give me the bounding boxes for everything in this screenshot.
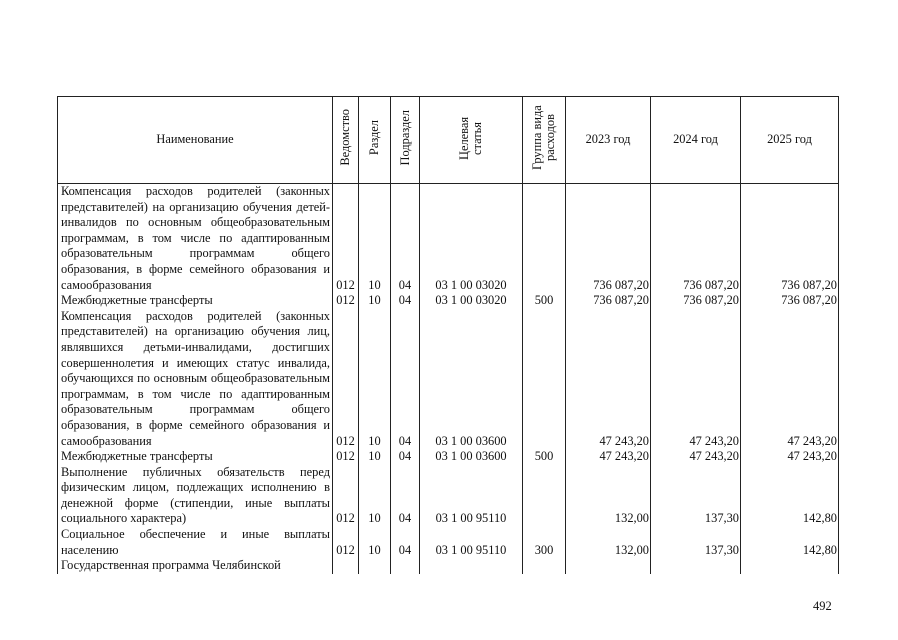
table-row xyxy=(58,465,839,527)
cell-section: 10 xyxy=(359,309,391,449)
cell-y2024: 137,30 xyxy=(651,527,741,558)
cell-department xyxy=(333,558,359,574)
cell-y2025: 142,80 xyxy=(741,465,839,527)
cell-target-article: 03 1 00 95110 xyxy=(420,465,523,527)
table-row xyxy=(58,449,839,465)
header-year-2025: 2025 год xyxy=(741,97,839,184)
table-row xyxy=(58,184,839,294)
cell-target-article: 03 1 00 03600 xyxy=(420,309,523,449)
cell-y2025 xyxy=(741,558,839,574)
table-header-row xyxy=(58,97,839,184)
cell-target-article: 03 1 00 03020 xyxy=(420,293,523,309)
header-year-2023: 2023 год xyxy=(566,97,651,184)
cell-department: 012 xyxy=(333,449,359,465)
cell-section: 10 xyxy=(359,293,391,309)
header-section: Раздел xyxy=(359,97,391,184)
cell-subsection: 04 xyxy=(391,184,420,294)
cell-y2025: 736 087,20 xyxy=(741,293,839,309)
cell-department: 012 xyxy=(333,465,359,527)
cell-target-article: 03 1 00 03020 xyxy=(420,184,523,294)
cell-expense-group xyxy=(523,558,566,574)
cell-y2024: 47 243,20 xyxy=(651,449,741,465)
cell-target-article: 03 1 00 03600 xyxy=(420,449,523,465)
cell-y2023 xyxy=(566,558,651,574)
cell-department: 012 xyxy=(333,527,359,558)
cell-expense-group xyxy=(523,465,566,527)
cell-target-article: 03 1 00 95110 xyxy=(420,527,523,558)
cell-y2025: 47 243,20 xyxy=(741,309,839,449)
cell-subsection: 04 xyxy=(391,309,420,449)
cell-y2023: 132,00 xyxy=(566,527,651,558)
cell-name: Межбюджетные трансферты xyxy=(58,293,333,309)
cell-section: 10 xyxy=(359,527,391,558)
cell-y2023: 47 243,20 xyxy=(566,309,651,449)
cell-y2025: 736 087,20 xyxy=(741,184,839,294)
cell-department: 012 xyxy=(333,184,359,294)
cell-department: 012 xyxy=(333,293,359,309)
table-row xyxy=(58,527,839,558)
cell-y2024 xyxy=(651,558,741,574)
cell-y2024: 736 087,20 xyxy=(651,184,741,294)
cell-y2023: 47 243,20 xyxy=(566,449,651,465)
cell-target-article xyxy=(420,558,523,574)
cell-expense-group: 300 xyxy=(523,527,566,558)
cell-y2025: 142,80 xyxy=(741,527,839,558)
cell-name: Компенсация расходов родителей (законных представителей) на организацию обучения лиц, являвшихся детьми-инвалидами, достигших совершеннолетия и имеющих статус инвалида, обучающихся по основным общеобразовательным программам, в том числе по адаптированным образовательным программам общего образования, в форме семейного образования и самообразования xyxy=(58,309,333,449)
cell-name: Государственная программа Челябинской xyxy=(58,558,333,574)
cell-y2023: 132,00 xyxy=(566,465,651,527)
cell-name: Компенсация расходов родителей (законных представителей) на организацию обучения детей-инвалидов по основным общеобразовательным программам, в том числе по адаптированным образовательным программам общего образования, в форме семейного образования и самообразования xyxy=(58,184,333,294)
header-subsection: Подраздел xyxy=(391,97,420,184)
cell-subsection: 04 xyxy=(391,449,420,465)
header-year-2024: 2024 год xyxy=(651,97,741,184)
table-row xyxy=(58,558,839,574)
cell-y2024: 137,30 xyxy=(651,465,741,527)
cell-department: 012 xyxy=(333,309,359,449)
cell-section: 10 xyxy=(359,449,391,465)
cell-subsection: 04 xyxy=(391,465,420,527)
header-name: Наименование xyxy=(58,97,333,184)
cell-y2024: 736 087,20 xyxy=(651,293,741,309)
header-expense-group: Группа вида расходов xyxy=(523,97,566,184)
budget-table xyxy=(57,96,839,574)
cell-expense-group: 500 xyxy=(523,293,566,309)
cell-section: 10 xyxy=(359,184,391,294)
cell-expense-group: 500 xyxy=(523,449,566,465)
cell-expense-group xyxy=(523,184,566,294)
cell-y2023: 736 087,20 xyxy=(566,184,651,294)
cell-section xyxy=(359,558,391,574)
cell-name: Социальное обеспечение и иные выплаты населению xyxy=(58,527,333,558)
cell-subsection: 04 xyxy=(391,527,420,558)
cell-expense-group xyxy=(523,309,566,449)
header-target-article: Целевая статья xyxy=(420,97,523,184)
cell-name: Межбюджетные трансферты xyxy=(58,449,333,465)
cell-section: 10 xyxy=(359,465,391,527)
page-number: 492 xyxy=(813,599,832,613)
cell-y2024: 47 243,20 xyxy=(651,309,741,449)
cell-name: Выполнение публичных обязательств перед физическим лицом, подлежащих исполнению в денежной форме (стипендии, иные выплаты социального характера) xyxy=(58,465,333,527)
cell-y2023: 736 087,20 xyxy=(566,293,651,309)
table-row xyxy=(58,309,839,449)
table-body xyxy=(58,184,839,574)
header-department: Ведомство xyxy=(333,97,359,184)
cell-subsection xyxy=(391,558,420,574)
cell-y2025: 47 243,20 xyxy=(741,449,839,465)
cell-subsection: 04 xyxy=(391,293,420,309)
table-row xyxy=(58,293,839,309)
